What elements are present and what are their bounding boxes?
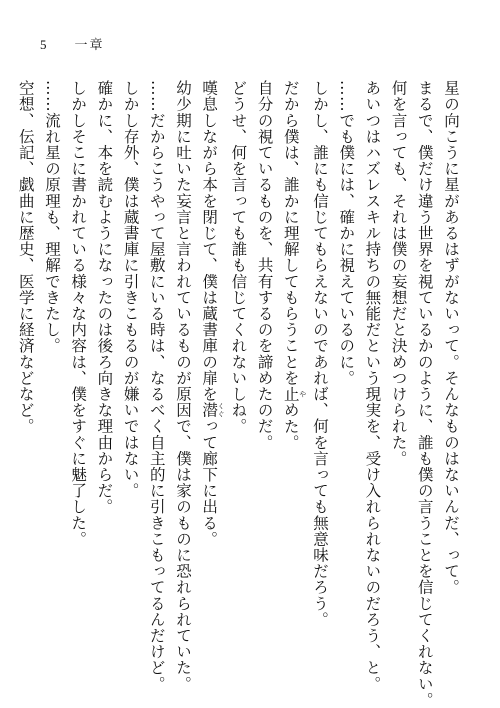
text-line: しかし存外、僕は蔵書庫に引きこもるのが嫌いではない。 [121,80,140,499]
text-line: だから僕は、誰かに理解してもらうことを止 やめた。 [281,80,307,451]
text-line: ……だからこうやって屋敷にいる時は、なるべく自主的に引きこもってるんだけど。 [147,80,166,692]
text-line: しかしそこに書かれている様々な内容は、僕をすぐに魅了した。 [69,80,88,547]
text-line: ……でも僕には、確かに視えているのに。 [337,80,356,386]
text-line: 幼少期に吐いた妄言と言われているものが原因で、僕は家のものに恐れられていた。 [173,80,192,692]
running-header [40,34,105,53]
text-line: 確かに、本を読むようになったのは後ろ向きな理由からだ。 [95,80,114,515]
chapter-title: 一章 [74,37,105,52]
furigana: 潜 くぐ [200,402,226,419]
text-line: ……流れ星の原理も、理解できたし。 [42,80,61,354]
page-number: 5 [40,37,47,52]
text-line: 自分の視ているものを、共有するのを諦めたのだ。 [255,80,274,451]
text-line: 何を言っても、それは僕の妄想だと決めつけられた。 [389,80,408,467]
text-line: どうせ、何を言っても誰も信じてくれないしね。 [229,80,248,435]
body-text [16,80,464,708]
text-line: あいつはハズレスキル持ちの無能だという現実を、受け入れられないのだろう、と。 [363,80,382,692]
text-line: しかし、誰にも信じてもらえないのであれば、何を言っても無意味だろう。 [310,80,329,628]
text-line: 星の向こうに星があるはずがないって。そんなものはないんだ、って。 [442,80,460,596]
furigana: 止 や [281,385,307,403]
text-line: まるで、僕だけ違う世界を視ているかのように、誰も僕の言うことを信じてくれない。 [415,80,434,708]
text-line: 嘆息しながら本を閉じて、僕は蔵書庫の扉を潜 くぐって廊下に出る。 [200,80,226,547]
text-line: 空想、伝記、戯曲に歴史、医学に経済などなど。 [16,80,35,435]
